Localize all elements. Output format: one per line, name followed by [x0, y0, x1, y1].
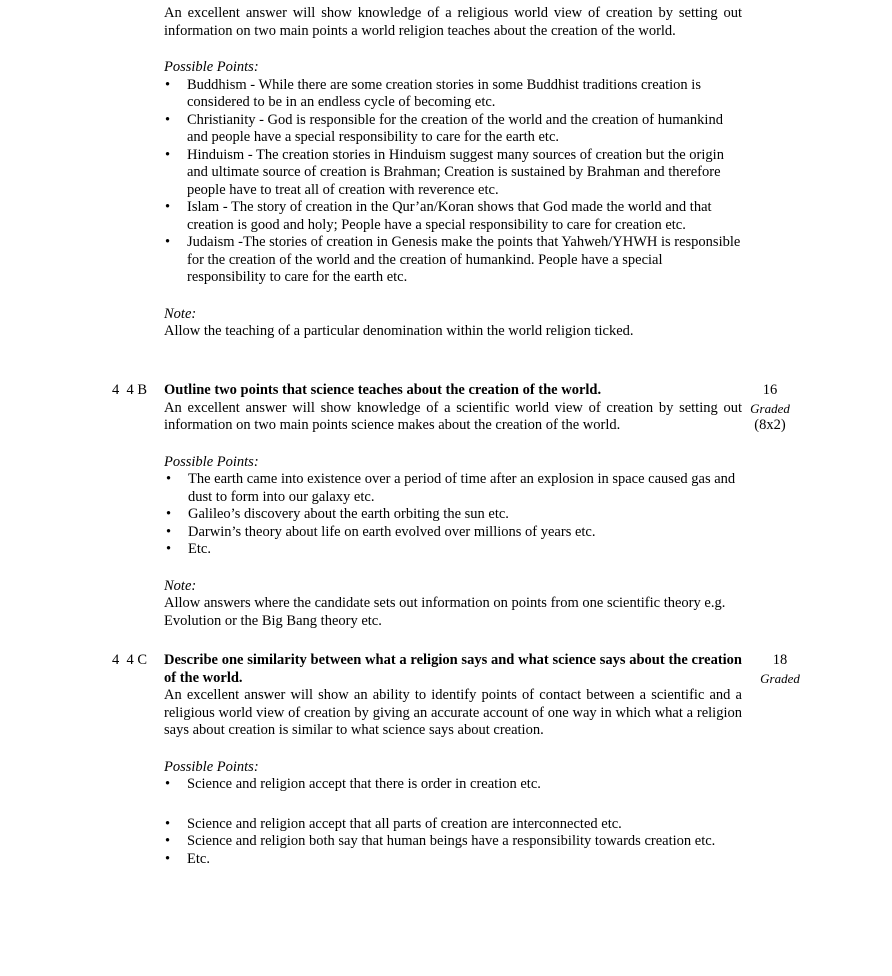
- q4a-points-list: [164, 77, 742, 287]
- question-part: 4 B: [126, 382, 148, 398]
- q4a-note: Allow the teaching of a particular denomination within the world religion ticked.: [164, 323, 634, 339]
- q4c-number: [112, 652, 162, 670]
- list-item: • Galileo’s discovery about the earth orbiting the sun etc.: [165, 506, 742, 524]
- marks-total: 18: [772, 652, 788, 668]
- list-item: • Buddhism - While there are some creation stories in some Buddhist traditions creation is considered to be in an endless cycle of becoming etc.: [164, 77, 742, 112]
- q4c-question: Describe one similarity between what a religion says and what science says about the creation of the world.: [164, 652, 742, 686]
- list-item: • Science and religion accept that there is order in creation etc.: [164, 776, 742, 794]
- q4a-note-label: Note:: [164, 305, 197, 322]
- list-item: • Etc.: [164, 851, 742, 869]
- list-item: • Science and religion both say that human beings have a responsibility towards creation etc.: [164, 833, 742, 851]
- q4c-points-list-continued: [164, 816, 742, 869]
- q4b-intro: An excellent answer will show knowledge of a scientific world view of creation by setting out information on two main points science makes about the creation of the world.: [164, 399, 742, 433]
- list-item: • Hinduism - The creation stories in Hinduism suggest many sources of creation but the origin and ultimate source of creation is Brahman; Creation is sustained by Brahman and therefore people have to treat all of creation with reverence etc.: [164, 147, 742, 200]
- q4b-number: [112, 382, 162, 400]
- q4c-possible-points-label: Possible Points:: [164, 758, 259, 775]
- q4c-points-list: [164, 776, 742, 794]
- q4b-question: Outline two points that science teaches about the creation of the world.: [164, 382, 602, 398]
- list-item: • Islam - The story of creation in the Qur’an/Koran shows that God made the world and that creation is good and holy; People have a special responsibility to care for creation etc.: [164, 199, 742, 234]
- list-item: • Science and religion accept that all parts of creation are interconnected etc.: [164, 816, 742, 834]
- question-number: 4: [112, 382, 120, 398]
- marks-breakdown: (8x2): [754, 417, 786, 433]
- list-item: • Christianity - God is responsible for the creation of the world and the creation of humankind and people have a special responsibility to care for the earth etc.: [164, 112, 742, 147]
- marks-graded: Graded: [760, 670, 800, 686]
- q4c-marks: [745, 652, 815, 687]
- list-item: • Darwin’s theory about life on earth evolved over millions of years etc.: [165, 524, 742, 542]
- q4b-points-list: [164, 471, 742, 559]
- q4a-intro: An excellent answer will show knowledge of a religious world view of creation by setting out information on two main points a world religion teaches about the creation of the world.: [164, 5, 742, 39]
- q4b-note: Allow answers where the candidate sets out information on points from one scientific theory e.g. Evolution or the Big Bang theory etc.: [164, 595, 726, 629]
- list-item: • Etc.: [165, 541, 742, 559]
- marks-total: 16: [762, 382, 778, 398]
- list-item: • The earth came into existence over a period of time after an explosion in space caused gas and dust to form into our galaxy etc.: [165, 471, 742, 506]
- marks-graded: Graded: [750, 400, 790, 416]
- section-4b: [164, 382, 742, 630]
- q4c-intro: An excellent answer will show an ability to identify points of contact between a scientific and a religious world view of creation by giving an accurate account of one way in which what a religion says about creation is similar to what science says about creation.: [164, 687, 742, 738]
- q4a-possible-points-label: Possible Points:: [164, 59, 259, 75]
- section-4a: [164, 5, 742, 341]
- question-part: 4 C: [126, 652, 148, 668]
- q4b-marks: [735, 382, 805, 435]
- section-4c: [164, 652, 742, 868]
- q4b-note-label: Note:: [164, 577, 197, 594]
- list-item: • Judaism -The stories of creation in Genesis make the points that Yahweh/YHWH is responsible for the creation of the world and the creation of humankind. People have a special responsibility to care for the earth etc.: [164, 234, 742, 287]
- q4b-possible-points-label: Possible Points:: [164, 453, 259, 470]
- question-number: 4: [112, 652, 120, 668]
